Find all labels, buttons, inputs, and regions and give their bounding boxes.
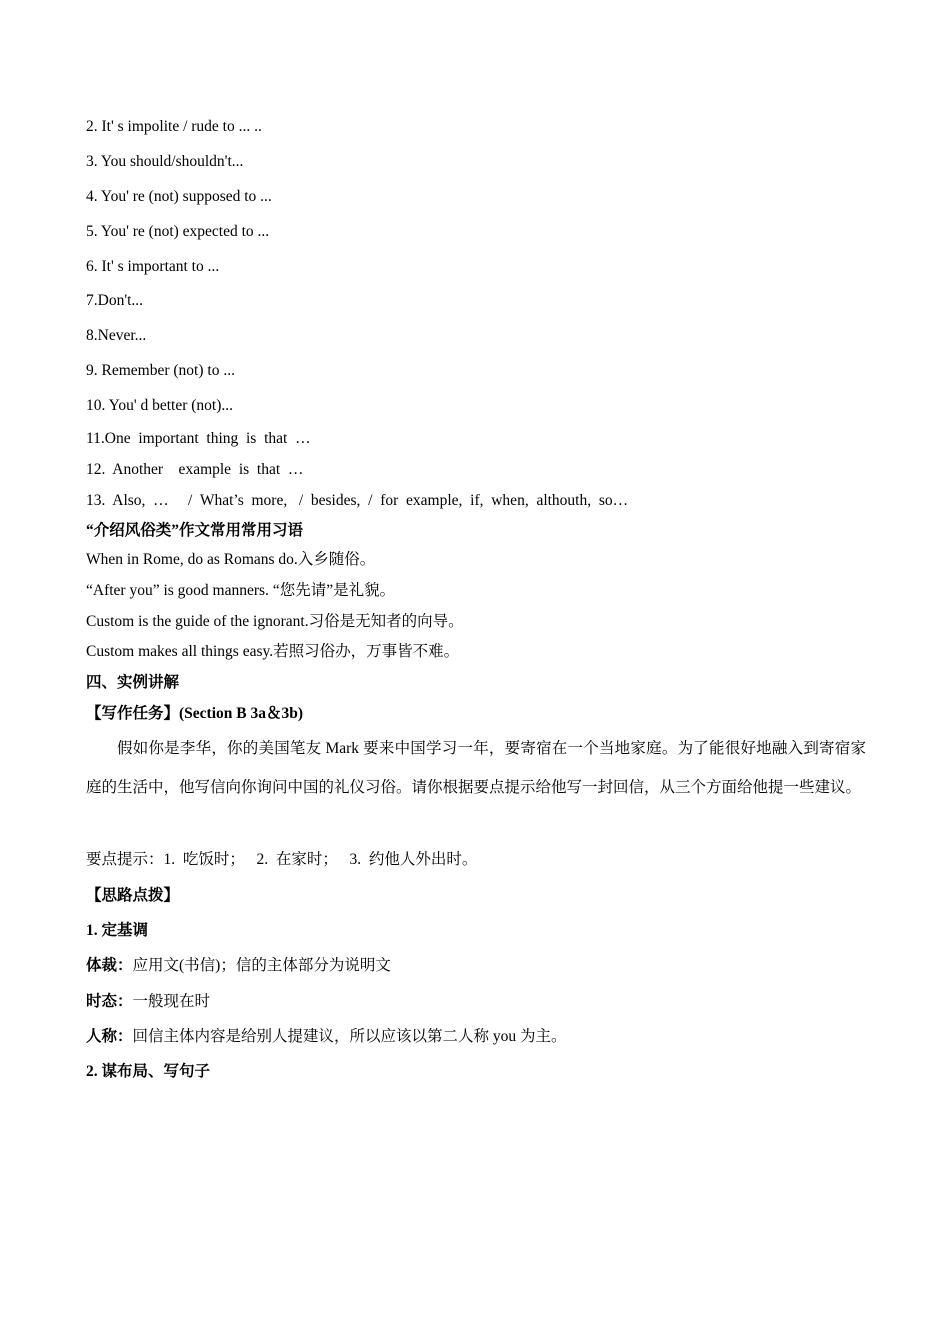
person-label: 人称： — [86, 1028, 133, 1045]
hints-heading: 【思路点拨】 — [86, 887, 180, 904]
phrase-item: 6. It' s important to ... — [86, 258, 220, 275]
genre-label: 体裁： — [86, 957, 133, 974]
phrase-item: 12. Another example is that … — [86, 461, 304, 478]
task-paragraph: 假如你是李华，你的美国笔友 Mark 要来中国学习一年，要寄宿在一个当地家庭。为了能很好地融入到寄宿家庭的生活中，他写信向你询问中国的礼仪习俗。请你根据要点提示给他写一封回信，从三个方面给他提一些建议。 — [86, 740, 866, 796]
idiom-item: Custom is the guide of the ignorant.习俗是无知者的向导。 — [86, 613, 464, 630]
step2-heading: 2. 谋布局、写句子 — [86, 1063, 211, 1080]
phrase-item: 7.Don't... — [86, 292, 144, 309]
phrase-item: 5. You' re (not) expected to ... — [86, 223, 270, 240]
key-points: 要点提示：1. 吃饭时； 2. 在家时； 3. 约他人外出时。 — [86, 851, 478, 868]
step1-heading: 1. 定基调 — [86, 922, 149, 939]
idiom-item: “After you” is good manners. “您先请”是礼貌。 — [86, 582, 396, 599]
section-heading: 四、实例讲解 — [86, 674, 180, 691]
tense-text: 一般现在时 — [132, 993, 211, 1010]
phrase-item: 11.One important thing is that … — [86, 430, 311, 447]
task-heading: 【写作任务】(Section B 3a＆3b) — [86, 705, 304, 722]
genre-line — [86, 956, 391, 976]
idioms-heading: “介绍风俗类”作文常用常用习语 — [86, 522, 304, 539]
phrase-item: 9. Remember (not) to ... — [86, 362, 235, 379]
phrase-item: 3. You should/shouldn't... — [86, 153, 244, 170]
phrase-item: 13. Also, … / What’s more, / besides, / for example, if, when, althouth, so… — [86, 492, 629, 509]
idiom-item: When in Rome, do as Romans do.入乡随俗。 — [86, 551, 376, 568]
tense-label: 时态： — [86, 993, 133, 1010]
phrase-item: 2. It' s impolite / rude to ... .. — [86, 118, 262, 135]
genre-text: 应用文(书信)；信的主体部分为说明文 — [132, 957, 391, 974]
tense-line — [86, 992, 210, 1012]
phrase-item: 10. You' d better (not)... — [86, 397, 234, 414]
phrase-item: 4. You' re (not) supposed to ... — [86, 188, 272, 205]
person-text: 回信主体内容是给别人提建议，所以应该以第二人称 you 为主。 — [132, 1028, 567, 1045]
idiom-item: Custom makes all things easy.若照习俗办，万事皆不难。 — [86, 643, 460, 660]
person-line — [86, 1027, 567, 1047]
phrase-item: 8.Never... — [86, 327, 147, 344]
